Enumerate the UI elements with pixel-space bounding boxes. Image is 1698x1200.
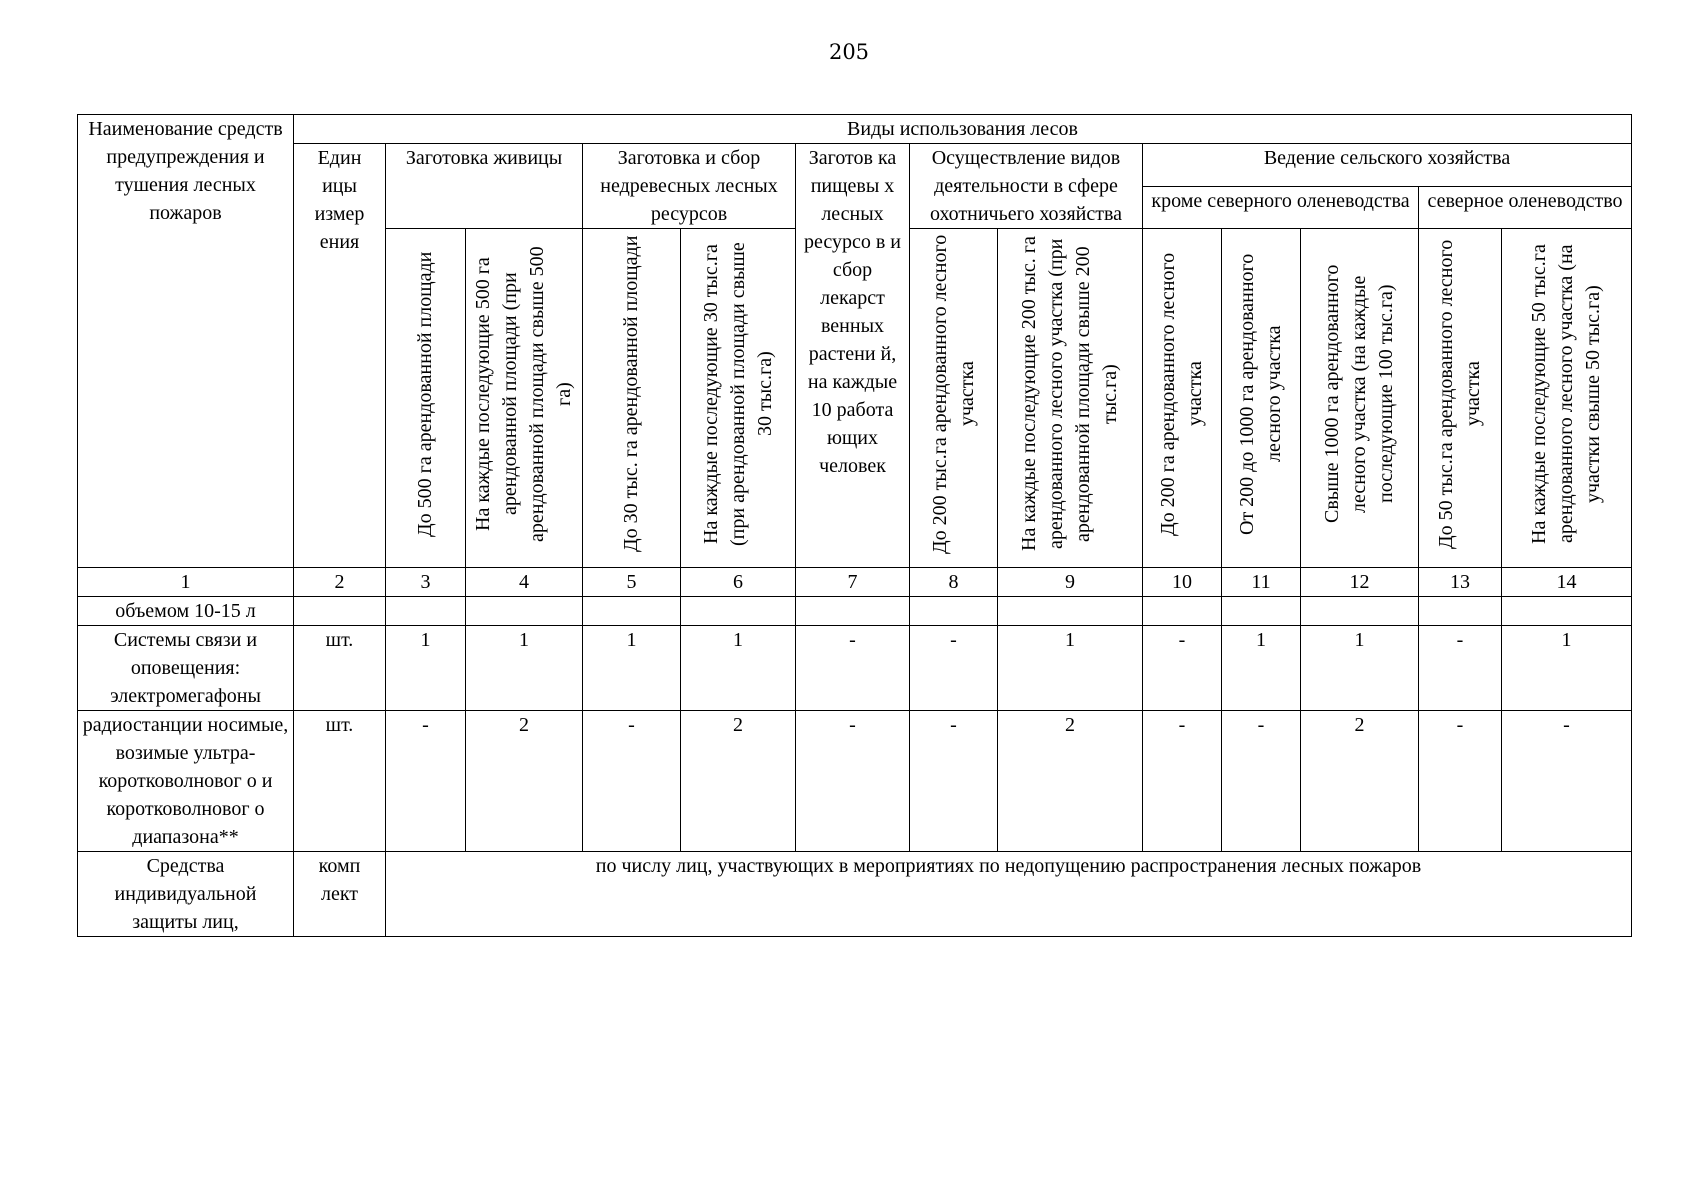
row-unit [294, 597, 386, 626]
cell: 2 [681, 711, 796, 852]
cell: 1 [681, 626, 796, 711]
cell [1222, 597, 1301, 626]
cell [386, 597, 466, 626]
cell: 2 [466, 711, 583, 852]
cell [681, 597, 796, 626]
header-col-6: На каждые последующие 30 тыс.га (при арендованной площади свыше 30 тыс.га) [681, 229, 796, 568]
col-number: 4 [466, 568, 583, 597]
page-number: 205 [828, 40, 870, 64]
row-name: Системы связи и оповещения: электромегафоны [78, 626, 294, 711]
table-row [78, 711, 1632, 852]
header-col-11: От 200 до 1000 га арендованного лесного участка [1222, 229, 1301, 568]
header-col-12: Свыше 1000 га арендованного лесного участка (на каждые последующие 100 тыс.га) [1301, 229, 1419, 568]
header-selkhoz: Ведение сельского хозяйства [1143, 144, 1632, 187]
col-number: 2 [294, 568, 386, 597]
cell: 2 [998, 711, 1143, 852]
cell: - [386, 711, 466, 852]
cell: 1 [466, 626, 583, 711]
row-unit: шт. [294, 626, 386, 711]
header-forest-use: Виды использования лесов [294, 115, 1632, 144]
header-col-13: До 50 тыс.га арендованного лесного участка [1419, 229, 1502, 568]
header-col-14: На каждые последующие 50 тыс.га арендованного лесного участка (на участки свыше 50 тыс.га) [1502, 229, 1632, 568]
header-row-1 [78, 115, 1632, 144]
table-row [78, 597, 1632, 626]
col-number: 7 [796, 568, 910, 597]
table-row [78, 852, 1632, 937]
cell [466, 597, 583, 626]
merged-note-cell: по числу лиц, участвующих в мероприятиях по недопущению распространения лесных пожаров [386, 852, 1632, 937]
cell [998, 597, 1143, 626]
table-row [78, 626, 1632, 711]
cell: - [1502, 711, 1632, 852]
col-number: 3 [386, 568, 466, 597]
header-nedrevesnye: Заготовка и сбор недревесных лесных ресурсов [583, 144, 796, 229]
cell: - [796, 711, 910, 852]
cell [1502, 597, 1632, 626]
row-unit: шт. [294, 711, 386, 852]
cell: 1 [583, 626, 681, 711]
cell: - [910, 626, 998, 711]
header-col-5: До 30 тыс. га арендованной площади [583, 229, 681, 568]
cell [796, 597, 910, 626]
col-number: 14 [1502, 568, 1632, 597]
cell: - [1222, 711, 1301, 852]
col-number: 6 [681, 568, 796, 597]
cell: - [1143, 711, 1222, 852]
cell: 1 [1222, 626, 1301, 711]
header-sev: северное оленеводство [1419, 186, 1632, 229]
cell: 1 [998, 626, 1143, 711]
col-number: 8 [910, 568, 998, 597]
cell: - [1419, 626, 1502, 711]
cell: 1 [386, 626, 466, 711]
cell: 1 [1502, 626, 1632, 711]
fire-equipment-table [77, 114, 1632, 937]
row-unit: комп лект [294, 852, 386, 937]
header-pishchevye: Заготов ка пищевы х лесных ресурсо в и сбор лекарст венных растени й, на каждые 10 работа ющих человек [796, 144, 910, 568]
col-number: 12 [1301, 568, 1419, 597]
cell [583, 597, 681, 626]
col-number: 1 [78, 568, 294, 597]
header-col-9: На каждые последующие 200 тыс. га арендованного лесного участка (при арендованной площади свыше 200 тыс.га) [998, 229, 1143, 568]
cell: - [1419, 711, 1502, 852]
header-name-col: Наименование средств предупреждения и тушения лесных пожаров [78, 115, 294, 568]
header-okhota: Осуществление видов деятельности в сфере охотничьего хозяйства [910, 144, 1143, 229]
header-col-4: На каждые последующие 500 га арендованной площади (при арендованной площади свыше 500 га) [466, 229, 583, 568]
row-name: объемом 10-15 л [78, 597, 294, 626]
cell [910, 597, 998, 626]
cell: - [583, 711, 681, 852]
col-number: 10 [1143, 568, 1222, 597]
cell: - [910, 711, 998, 852]
header-row-2 [78, 144, 1632, 187]
col-number: 13 [1419, 568, 1502, 597]
col-number: 11 [1222, 568, 1301, 597]
header-zhivitsa: Заготовка живицы [386, 144, 583, 229]
cell: 2 [1301, 711, 1419, 852]
cell [1143, 597, 1222, 626]
column-numbers-row [78, 568, 1632, 597]
cell: - [796, 626, 910, 711]
col-number: 9 [998, 568, 1143, 597]
header-unit-col: Един ицы измер ения [294, 144, 386, 568]
header-col-10: До 200 га арендованного лесного участка [1143, 229, 1222, 568]
cell: 1 [1301, 626, 1419, 711]
row-name: радиостанции носимые, возимые ультра-коротковолновог о и коротковолновог о диапазона** [78, 711, 294, 852]
cell [1301, 597, 1419, 626]
header-col-3: До 500 га арендованной площади [386, 229, 466, 568]
header-col-8: До 200 тыс.га арендованного лесного участка [910, 229, 998, 568]
cell: - [1143, 626, 1222, 711]
header-krome-sev: кроме северного оленеводства [1143, 186, 1419, 229]
row-name: Средства индивидуальной защиты лиц, [78, 852, 294, 937]
cell [1419, 597, 1502, 626]
col-number: 5 [583, 568, 681, 597]
